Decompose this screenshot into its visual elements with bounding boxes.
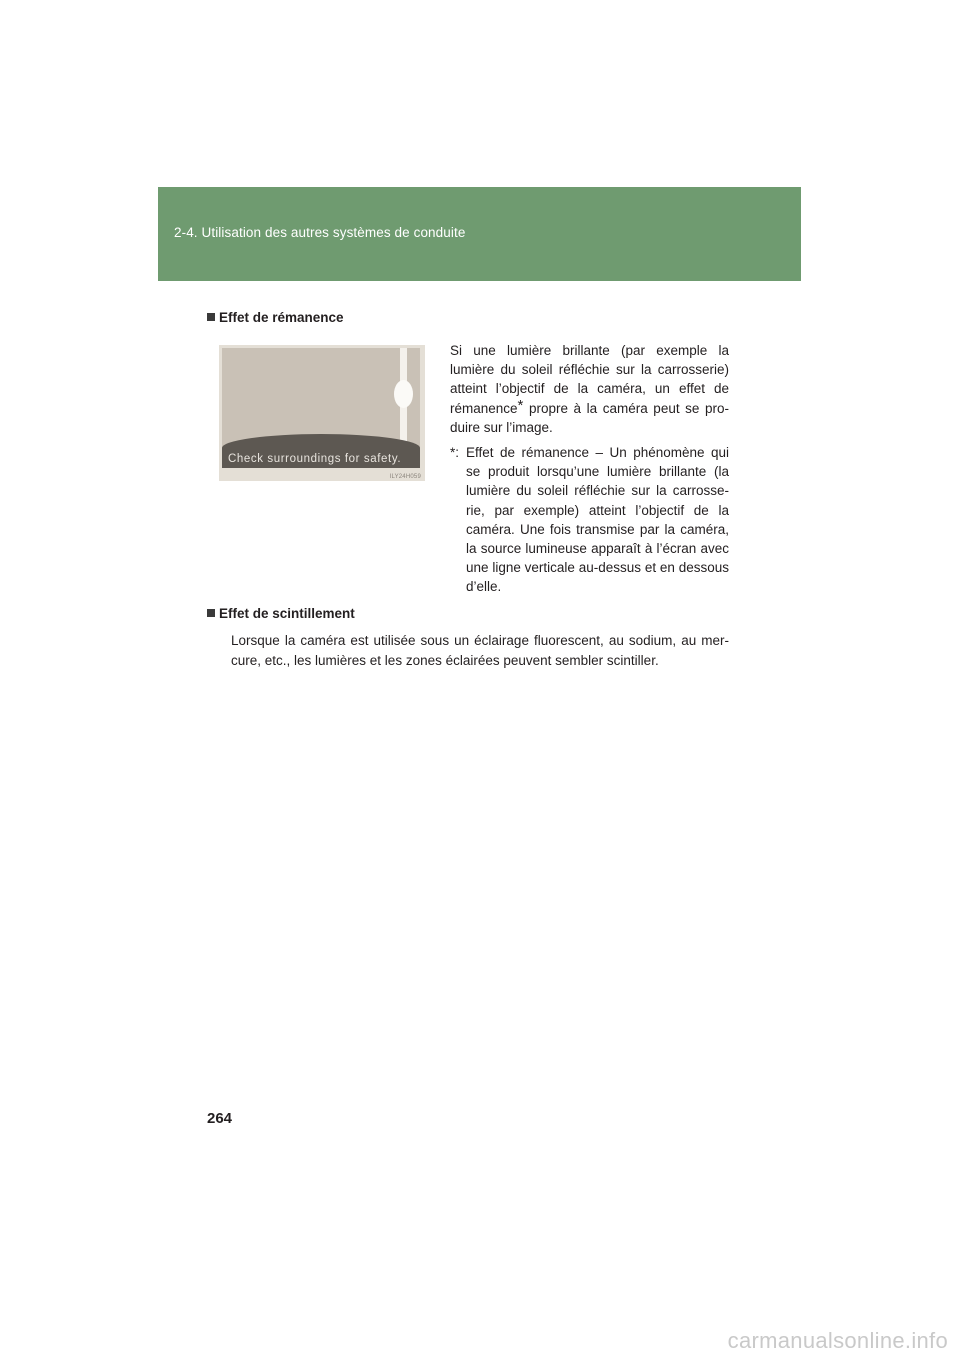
section-heading-remanence <box>207 310 344 325</box>
page-number: 264 <box>207 1110 233 1127</box>
section-heading-label: Effet de scintillement <box>219 606 355 621</box>
chapter-title: 2-4. Utilisation des autres systèmes de conduite <box>174 225 466 240</box>
camera-screen-illustration <box>219 345 425 481</box>
section-heading-label: Effet de rémanence <box>219 310 344 325</box>
header-band <box>158 187 801 281</box>
remanence-text-column <box>450 341 729 597</box>
asterisk-mark: * <box>517 396 524 414</box>
remanence-paragraph <box>450 341 729 437</box>
watermark: carmanualsonline.info <box>727 1328 948 1353</box>
section-heading-scintillement <box>207 606 355 621</box>
camera-display <box>222 348 420 468</box>
figure-code: ILY24H059 <box>389 474 421 480</box>
display-message: Check surroundings for safety. <box>228 453 402 465</box>
footnote <box>450 443 729 597</box>
paragraph-text-end: propre à la caméra peut se pro-duire sur l’image. <box>450 400 729 435</box>
scintillement-paragraph: Lorsque la caméra est utilisée sous un éclairage fluorescent, au sodium, au mer-cure, etc., les lumières et les zones éclairées peuvent sembler scintiller. <box>231 633 729 668</box>
footnote-text: Effet de rémanence – Un phénomène qui se produit lorsqu’une lumière brillante (la lumière du soleil réfléchie sur la carrosse-rie, par exemple) atteint l’objectif de la caméra. Une fois transmise par la caméra, la source lumineuse apparaît à l’écran avec une ligne verticale au-dessus et en dessous d’elle. <box>466 445 729 595</box>
footnote-mark: *: <box>450 445 460 461</box>
square-bullet-icon <box>207 609 215 617</box>
bright-light-spot <box>394 380 413 408</box>
paragraph-text-start: Si une lumière brillante (par exemple la lumière du soleil réfléchie sur la carrosserie) atteint l’objectif de la caméra, un effet de rémanence <box>450 343 729 416</box>
square-bullet-icon <box>207 313 215 321</box>
